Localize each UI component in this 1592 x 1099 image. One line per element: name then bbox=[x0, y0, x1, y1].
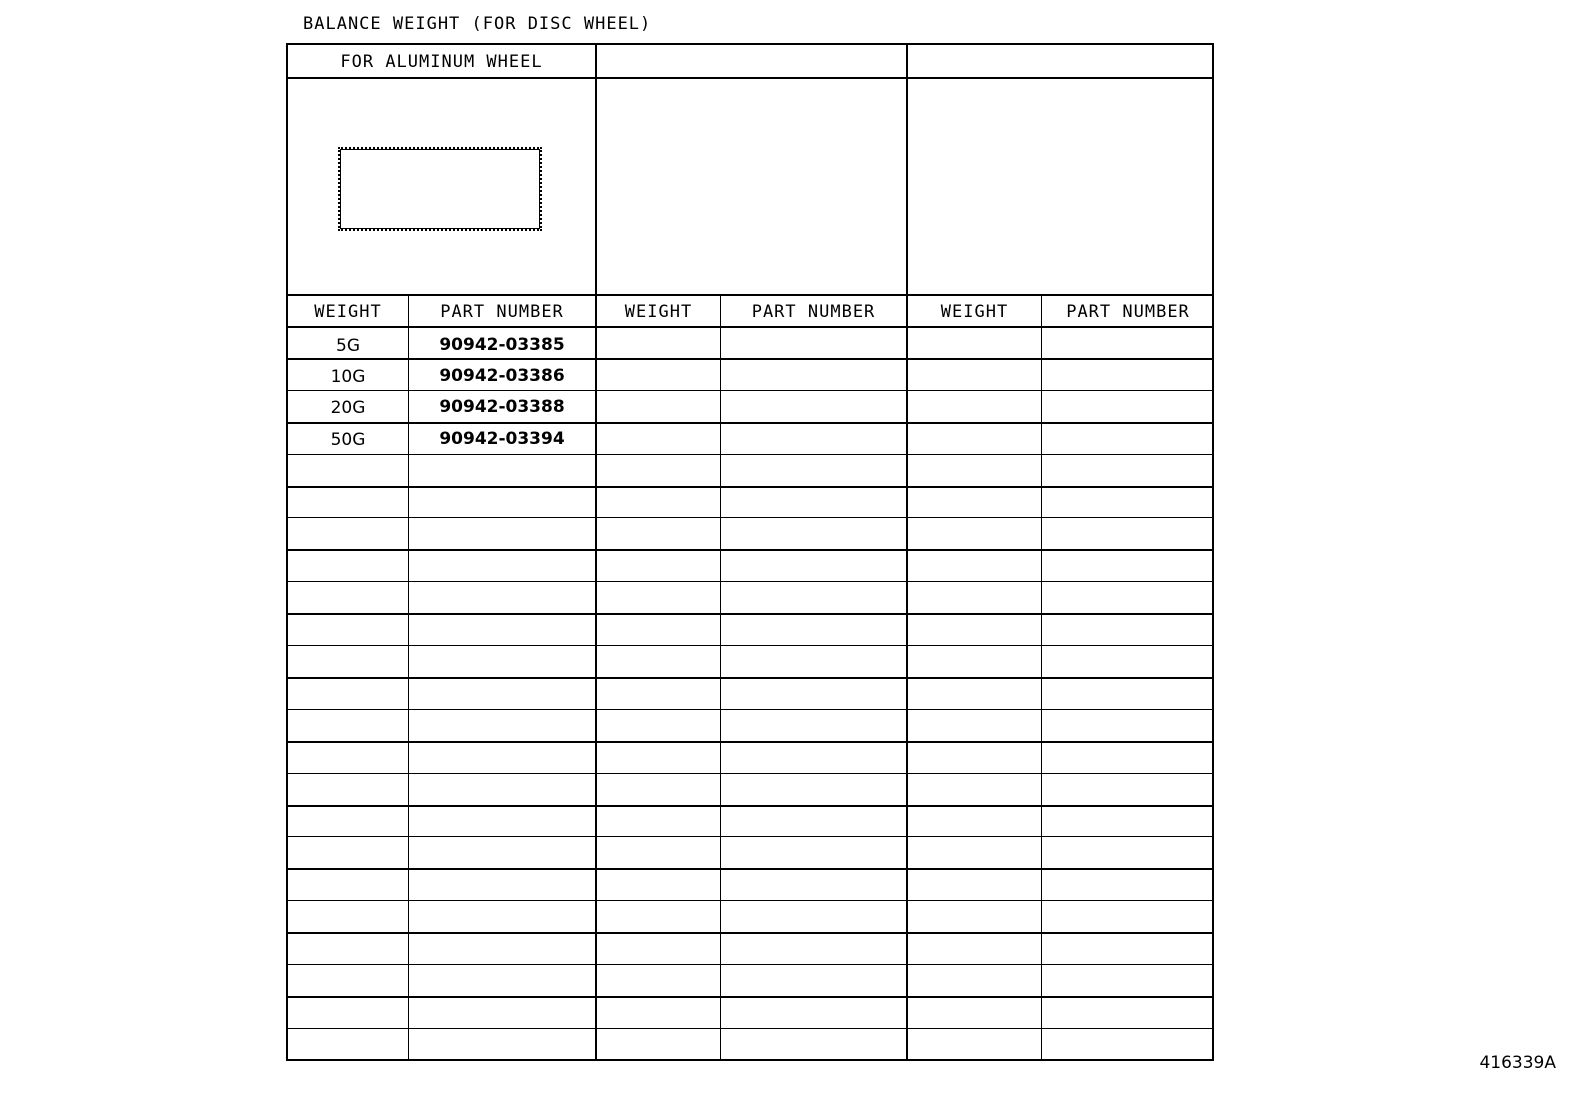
row-divider bbox=[288, 677, 1212, 679]
row-divider bbox=[288, 836, 1212, 837]
col-header-part-number-2: PART NUMBER bbox=[751, 302, 876, 322]
row-part-number: 90942-03394 bbox=[439, 429, 565, 449]
row-divider bbox=[288, 805, 1212, 807]
row-weight: 50G bbox=[330, 430, 366, 450]
col-header-part-number-1: PART NUMBER bbox=[440, 302, 564, 322]
row-divider bbox=[288, 326, 1212, 328]
row-divider bbox=[288, 486, 1212, 488]
row-divider bbox=[288, 549, 1212, 551]
row-weight: 10G bbox=[330, 367, 366, 387]
panel-divider bbox=[906, 45, 908, 1059]
row-divider bbox=[288, 517, 1212, 518]
row-divider bbox=[288, 964, 1212, 965]
row-weight: 5G bbox=[336, 336, 360, 356]
row-divider bbox=[288, 900, 1212, 901]
row-divider bbox=[288, 613, 1212, 615]
row-divider bbox=[288, 741, 1212, 743]
row-divider bbox=[288, 773, 1212, 774]
col-header-weight-2: WEIGHT bbox=[624, 302, 693, 322]
row-divider bbox=[288, 294, 1212, 296]
row-divider bbox=[288, 454, 1212, 455]
row-divider bbox=[288, 645, 1212, 646]
balance-weight-illustration bbox=[338, 147, 542, 231]
row-divider bbox=[288, 709, 1212, 710]
row-part-number: 90942-03385 bbox=[439, 335, 565, 355]
document-title: BALANCE WEIGHT (FOR DISC WHEEL) bbox=[303, 14, 652, 34]
row-weight: 20G bbox=[330, 398, 366, 418]
parts-table bbox=[286, 43, 1214, 1061]
row-divider bbox=[288, 868, 1212, 870]
row-part-number: 90942-03388 bbox=[439, 397, 565, 417]
col-header-weight-3: WEIGHT bbox=[940, 302, 1009, 322]
panel-header-1: FOR ALUMINUM WHEEL bbox=[340, 52, 543, 72]
row-divider bbox=[288, 390, 1212, 391]
row-divider bbox=[288, 1028, 1212, 1029]
panel-divider bbox=[595, 45, 597, 1059]
col-header-part-number-3: PART NUMBER bbox=[1066, 302, 1190, 322]
reference-code: 416339A bbox=[1479, 1053, 1556, 1073]
row-divider bbox=[288, 581, 1212, 582]
row-part-number: 90942-03386 bbox=[439, 366, 565, 386]
row-divider bbox=[288, 77, 1212, 79]
row-divider bbox=[288, 996, 1212, 998]
row-divider bbox=[288, 358, 1212, 360]
col-header-weight-1: WEIGHT bbox=[314, 302, 382, 322]
row-divider bbox=[288, 932, 1212, 934]
row-divider bbox=[288, 422, 1212, 424]
